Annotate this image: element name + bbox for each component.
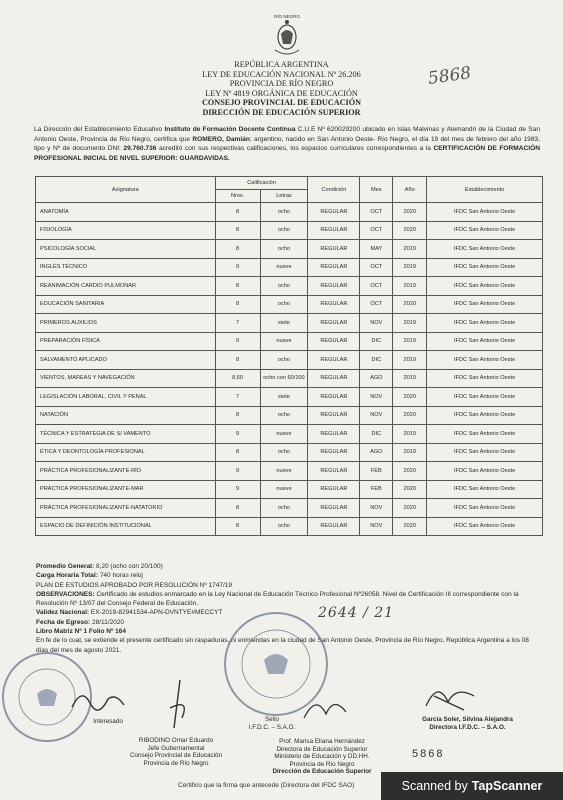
ribodino-name: RIBODINO Omar Eduardo	[138, 737, 214, 744]
table-row	[36, 258, 543, 277]
scanner-prefix: Scanned by	[401, 779, 468, 793]
condition-cell: REGULAR	[308, 388, 360, 407]
condition-cell: REGULAR	[308, 203, 360, 222]
grade-number-cell: 9	[215, 332, 260, 351]
condition-cell: REGULAR	[308, 499, 360, 518]
validez-label: Validez Nacional:	[36, 609, 90, 617]
year-cell: 2020	[393, 462, 427, 481]
header-line: REPÚBLICA ARGENTINA	[234, 60, 329, 69]
month-cell: FEB	[360, 462, 393, 481]
grade-words-cell: ocho	[260, 406, 308, 425]
header-line: LEY Nº 4819 ORGÁNICA DE EDUCACIÓN	[205, 88, 358, 98]
subject-cell: SALVAMENTO APLICADO	[36, 351, 216, 370]
grade-number-cell: 8	[215, 406, 260, 425]
col-header-nros: Nros.	[215, 190, 260, 203]
table-row	[36, 406, 543, 425]
month-cell: NOV	[360, 517, 393, 536]
col-header-mes: Mes	[360, 177, 393, 203]
promedio-line	[36, 562, 542, 571]
establishment-cell: IFDC San Antonio Oeste	[427, 443, 543, 462]
bottom-stamp-number: 5868	[412, 748, 445, 760]
table-row	[36, 203, 543, 222]
fe-line: En fe de lo cual, se extiende el presente certificado sin raspaduras, ni enmiendas en la ciudad de San Antonio Oeste, Provincia de Río Negro, República Argentina a los 08 días del mes de agosto 2021.	[36, 637, 529, 654]
establishment-cell: IFDC San Antonio Oeste	[427, 332, 543, 351]
year-cell: 2020	[393, 221, 427, 240]
table-row	[36, 499, 543, 518]
subject-cell: NATACIÓN	[36, 406, 216, 425]
signature-garcia-icon	[420, 676, 480, 716]
signature-label-interesado: Interesado	[93, 718, 123, 725]
subject-cell: TÉCNICA Y ESTRATEGIA DE S/ VAMENTO	[36, 425, 216, 444]
grade-number-cell: 9	[215, 480, 260, 499]
grade-number-cell: 8	[215, 221, 260, 240]
col-header-establecimiento: Establecimiento	[427, 177, 543, 203]
year-cell: 2019	[393, 369, 427, 388]
ribodino-title: Jefe Gubernamental	[147, 744, 205, 752]
establishment-cell: IFDC San Antonio Oeste	[427, 517, 543, 536]
table-row	[36, 425, 543, 444]
table-row	[36, 443, 543, 462]
table-row	[36, 517, 543, 536]
condition-cell: REGULAR	[308, 369, 360, 388]
promedio-value: 8,20 (ocho con 20/100)	[94, 563, 163, 570]
col-header-calificacion: Calificación	[215, 177, 308, 190]
intro-text: C.U.E Nº 620029200 ubicado en Islas Malvinas y Alemandri de la Ciudad de San Antonio Oeste, Provincia de Río Negro, certifica que	[34, 126, 541, 143]
condition-cell: REGULAR	[308, 332, 360, 351]
month-cell: NOV	[360, 499, 393, 518]
establishment-cell: IFDC San Antonio Oeste	[427, 406, 543, 425]
signature-ribodino-icon	[160, 678, 200, 738]
signature-label-sello	[232, 716, 312, 731]
year-cell: 2020	[393, 480, 427, 499]
month-cell: OCT	[360, 258, 393, 277]
month-cell: DIC	[360, 351, 393, 370]
signature-interesado-icon	[68, 685, 128, 715]
col-header-condicion: Condición	[308, 177, 360, 203]
grade-number-cell: 8	[215, 499, 260, 518]
grade-number-cell: 8	[215, 240, 260, 259]
month-cell: MAY	[360, 240, 393, 259]
month-cell: AGO	[360, 443, 393, 462]
subject-cell: ESPACIO DE DEFINICIÓN INSTITUCIONAL	[36, 517, 216, 536]
table-row	[36, 369, 543, 388]
grades-table	[35, 176, 543, 536]
grade-number-cell: 9	[215, 425, 260, 444]
grade-words-cell: nueve	[260, 480, 308, 499]
year-cell: 2019	[393, 314, 427, 333]
signature-block-ribodino	[120, 737, 232, 767]
month-cell: DIC	[360, 425, 393, 444]
subject-cell: PREPARACIÓN FÍSICA	[36, 332, 216, 351]
year-cell: 2020	[393, 499, 427, 518]
establishment-cell: IFDC San Antonio Oeste	[427, 240, 543, 259]
handwritten-registration-number: 2644 / 21	[318, 605, 395, 621]
table-row	[36, 295, 543, 314]
condition-cell: REGULAR	[308, 277, 360, 296]
table-row	[36, 221, 543, 240]
subject-cell: FISIOLOGÍA	[36, 221, 216, 240]
subject-cell: LEGISLACIÓN LABORAL, CIVIL Y PENAL	[36, 388, 216, 407]
garcia-title: Directora I.F.D.C. – S.A.O.	[429, 723, 506, 731]
grade-number-cell: 8,60	[215, 369, 260, 388]
establishment-cell: IFDC San Antonio Oeste	[427, 351, 543, 370]
subject-cell: PRÁCTICA PROFESIONALIZANTE-RÍO	[36, 462, 216, 481]
year-cell: 2019	[393, 351, 427, 370]
condition-cell: REGULAR	[308, 480, 360, 499]
year-cell: 2020	[393, 517, 427, 536]
establishment-cell: IFDC San Antonio Oeste	[427, 314, 543, 333]
direccion-label: Dirección de Educación Superior	[272, 768, 372, 775]
grade-words-cell: nueve	[260, 462, 308, 481]
grade-number-cell: 8	[215, 203, 260, 222]
grade-number-cell: 7	[215, 314, 260, 333]
table-row	[36, 277, 543, 296]
month-cell: NOV	[360, 406, 393, 425]
condition-cell: REGULAR	[308, 443, 360, 462]
grade-number-cell: 8	[215, 351, 260, 370]
egreso-value: 28/11/2020	[90, 618, 125, 626]
plan-line: PLAN DE ESTUDIOS APROBADO POR RESOLUCIÓN Nº 1747/19	[36, 581, 232, 589]
year-cell: 2019	[393, 258, 427, 277]
subject-cell: PRÁCTICA PROFESIONALIZANTE-NATATORIO	[36, 499, 216, 518]
col-header-letras: Letras	[260, 190, 308, 203]
observaciones-line	[36, 590, 542, 609]
intro-text: La Dirección del Establecimiento Educativo	[34, 126, 165, 133]
grade-words-cell: ocho	[260, 240, 308, 259]
month-cell: OCT	[360, 295, 393, 314]
subject-cell: PRIMEROS AUXILIOS	[36, 314, 216, 333]
grade-words-cell: ocho	[260, 351, 308, 370]
table-row	[36, 240, 543, 259]
grade-words-cell: nueve	[260, 332, 308, 351]
month-cell: FEB	[360, 480, 393, 499]
carga-value: 740 horas reloj	[98, 572, 143, 580]
scanner-watermark	[381, 772, 563, 800]
provincial-crest-icon	[265, 12, 309, 60]
hernandez-name: Prof. Marisa Eliana Hernández	[279, 738, 365, 745]
grade-number-cell: 8	[215, 277, 260, 296]
student-dni: 29.760.736	[123, 145, 157, 153]
header-line: PROVINCIA DE RÍO NEGRO	[229, 79, 334, 88]
grade-words-cell: ocho	[260, 499, 308, 518]
establishment-cell: IFDC San Antonio Oeste	[427, 499, 543, 518]
establishment-cell: IFDC San Antonio Oeste	[427, 388, 543, 407]
table-row	[36, 462, 543, 481]
condition-cell: REGULAR	[308, 258, 360, 277]
subject-cell: EDUCACIÓN SANITARIA	[36, 295, 216, 314]
grade-number-cell: 7	[215, 388, 260, 407]
header-line: DIRECCIÓN DE EDUCACIÓN SUPERIOR	[202, 107, 361, 117]
year-cell: 2020	[393, 295, 427, 314]
condition-cell: REGULAR	[308, 351, 360, 370]
intro-paragraph	[34, 125, 540, 163]
promedio-label: Promedio General:	[36, 563, 95, 570]
month-cell: OCT	[360, 203, 393, 222]
document-header	[0, 60, 563, 117]
col-header-anio: Año	[393, 177, 427, 203]
table-row	[36, 388, 543, 407]
year-cell: 2019	[393, 425, 427, 444]
condition-cell: REGULAR	[308, 406, 360, 425]
grade-words-cell: nueve	[260, 258, 308, 277]
establishment-cell: IFDC San Antonio Oeste	[427, 258, 543, 277]
establishment-cell: IFDC San Antonio Oeste	[427, 277, 543, 296]
grade-number-cell: 9	[215, 258, 260, 277]
grade-words-cell: siete	[260, 314, 308, 333]
grade-words-cell: ocho	[260, 203, 308, 222]
year-cell: 2020	[393, 388, 427, 407]
header-line: CONSEJO PROVINCIAL DE EDUCACIÓN	[202, 98, 361, 107]
scanner-brand: TapScanner	[471, 779, 543, 793]
grade-words-cell: ocho	[260, 295, 308, 314]
grade-number-cell: 8	[215, 517, 260, 536]
year-cell: 2020	[393, 406, 427, 425]
student-name: ROMERO, Damián	[192, 135, 250, 143]
footer-certification-text: Certifico que la firma que antecede (Directora del IFDC SAO)	[178, 782, 355, 789]
establishment-cell: IFDC San Antonio Oeste	[427, 462, 543, 481]
col-header-asignatura: Asignatura	[36, 177, 216, 203]
establishment-cell: IFDC San Antonio Oeste	[427, 221, 543, 240]
establishment-cell: IFDC San Antonio Oeste	[427, 203, 543, 222]
establishment-cell: IFDC San Antonio Oeste	[427, 425, 543, 444]
grade-number-cell: 9	[215, 462, 260, 481]
header-line: LEY DE EDUCACIÓN NACIONAL Nº 26.206	[202, 69, 361, 79]
intro-text: acreditó con sus respectivas calificaciones, los espacios curriculares correspondientes a la	[156, 145, 434, 153]
observaciones-label: OBSERVACIONES:	[36, 590, 95, 598]
subject-cell: PSICOLOGÍA SOCIAL	[36, 240, 216, 259]
certification-title: CERTIFICACIÓN DE FORMACIÓN PROFESIONAL INICIAL DE NIVEL SUPERIOR: GUARDAVIDAS.	[34, 145, 540, 162]
observaciones-value: Certificado de estudios enmarcado en la Ley Nacional de Educación Técnico Profesional Nº26058. Nivel de Certificación III correspondiente con la Resolución Nº 13/07 del Consejo Federal de Educación.	[36, 590, 519, 608]
hernandez-ministry: Ministerio de Educación y DD.HH.	[274, 753, 370, 760]
signature-block-garcia	[400, 716, 535, 731]
grade-number-cell: 8	[215, 295, 260, 314]
garcia-name: García Soler, Silvina Alejandra	[422, 716, 513, 723]
condition-cell: REGULAR	[308, 240, 360, 259]
month-cell: NOV	[360, 388, 393, 407]
year-cell: 2019	[393, 277, 427, 296]
libro-value: Libro Matriz Nº 1 Folio Nº 164	[36, 628, 126, 636]
table-row	[36, 314, 543, 333]
grade-number-cell: 8	[215, 443, 260, 462]
egreso-label: Fecha de Egreso:	[36, 618, 91, 626]
year-cell: 2019	[393, 240, 427, 259]
year-cell: 2019	[393, 443, 427, 462]
carga-line	[36, 571, 542, 580]
condition-cell: REGULAR	[308, 314, 360, 333]
grade-words-cell: nueve	[260, 425, 308, 444]
month-cell: NOV	[360, 314, 393, 333]
grade-words-cell: ocho	[260, 221, 308, 240]
grade-words-cell: ocho	[260, 517, 308, 536]
condition-cell: REGULAR	[308, 221, 360, 240]
condition-cell: REGULAR	[308, 517, 360, 536]
subject-cell: VIENTOS, MAREAS Y NAVEGACIÓN	[36, 369, 216, 388]
hernandez-province: Provincia de Río Negro	[289, 760, 355, 768]
grade-words-cell: ocho	[260, 277, 308, 296]
subject-cell: ANATOMÍA	[36, 203, 216, 222]
month-cell: OCT	[360, 277, 393, 296]
subject-cell: REANIMACIÓN CARDIO PULMONAR	[36, 277, 216, 296]
year-cell: 2020	[393, 203, 427, 222]
institution-name: Instituto de Formación Docente Continua	[164, 126, 296, 133]
grade-words-cell: siete	[260, 388, 308, 407]
sello-sub: I.F.D.C. – S.A.O.	[248, 723, 296, 731]
hernandez-title: Directora de Educación Superior	[276, 745, 368, 753]
intro-text: ; argentino, nacido en San Antonio Oeste- Río Negro, el día 19 del mes de febrero del año 1983, tipo y Nº de documento DNI:	[34, 135, 540, 153]
table-row	[36, 332, 543, 351]
condition-cell: REGULAR	[308, 462, 360, 481]
establishment-cell: IFDC San Antonio Oeste	[427, 480, 543, 499]
handwritten-number: 5868	[426, 63, 473, 89]
grade-words-cell: ocho	[260, 443, 308, 462]
ribodino-province: Provincia de Río Negro	[143, 759, 209, 767]
table-row	[36, 480, 543, 499]
carga-label: Carga Horaria Total:	[36, 572, 99, 580]
validez-value: EX-2019-82941534-APN-DVNTYE#MECCYT	[89, 609, 223, 617]
month-cell: DIC	[360, 332, 393, 351]
month-cell: AGO	[360, 369, 393, 388]
sello-label: Sello	[264, 716, 279, 723]
subject-cell: ÉTICA Y DEONTOLOGÍA PROFESIONAL	[36, 443, 216, 462]
month-cell: OCT	[360, 221, 393, 240]
year-cell: 2019	[393, 332, 427, 351]
signature-block-hernandez	[262, 738, 382, 776]
ribodino-org: Consejo Provincial de Educación	[129, 752, 223, 759]
grade-words-cell: ocho con 60/100	[260, 369, 308, 388]
table-row	[36, 351, 543, 370]
subject-cell: INGLÉS TÉCNICO	[36, 258, 216, 277]
condition-cell: REGULAR	[308, 425, 360, 444]
subject-cell: PRÁCTICA PROFESIONALIZANTE-MAR	[36, 480, 216, 499]
establishment-cell: IFDC San Antonio Oeste	[427, 295, 543, 314]
crest-caption: RÍO NEGRO	[274, 14, 300, 19]
condition-cell: REGULAR	[308, 295, 360, 314]
establishment-cell: IFDC San Antonio Oeste	[427, 369, 543, 388]
